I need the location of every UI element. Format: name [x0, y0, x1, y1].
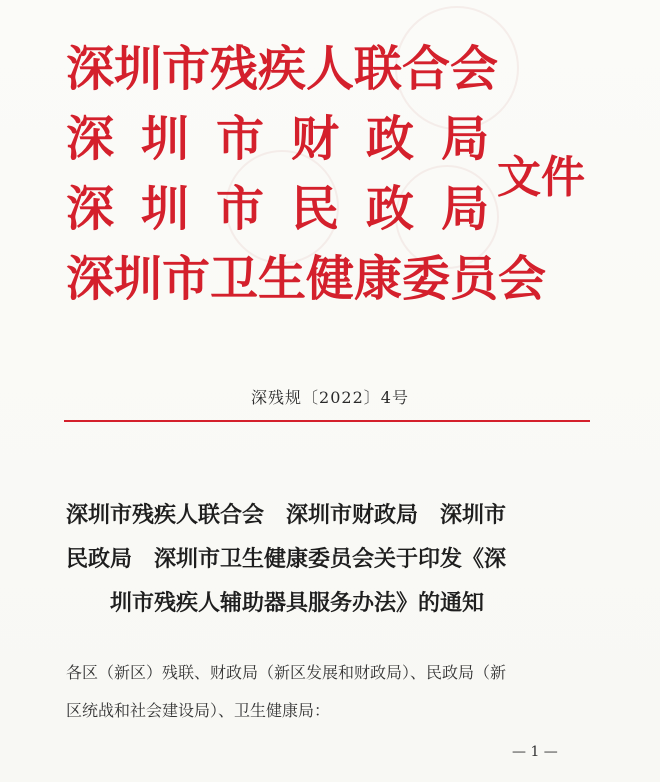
title-line: 民政局 深圳市卫生健康委员会关于印发《深 [66, 546, 507, 572]
document-header-word: 文件 [497, 152, 585, 203]
salutation [66, 654, 596, 730]
issuer-finance-bureau: 深圳市财政局 [66, 111, 517, 167]
salutation-line: 各区（新区）残联、财政局（新区发展和财政局）、民政局（新 [66, 663, 507, 682]
page-number: — 1 — [512, 744, 558, 760]
notice-title [60, 493, 600, 625]
document-number: 深残规〔2022〕4号 [251, 388, 409, 407]
title-line: 圳市残疾人辅助器具服务办法》的通知 [110, 590, 485, 616]
issuer-health-commission: 深圳市卫生健康委员会 [66, 251, 547, 307]
issuer-disabled-persons-federation: 深圳市残疾人联合会 [66, 41, 499, 97]
salutation-line: 区统战和社会建设局）、卫生健康局： [66, 701, 331, 720]
title-line: 深圳市残疾人联合会 深圳市财政局 深圳市 [66, 502, 507, 528]
issuer-civil-affairs-bureau: 深圳市民政局 [66, 181, 517, 237]
red-separator-line [64, 420, 590, 422]
